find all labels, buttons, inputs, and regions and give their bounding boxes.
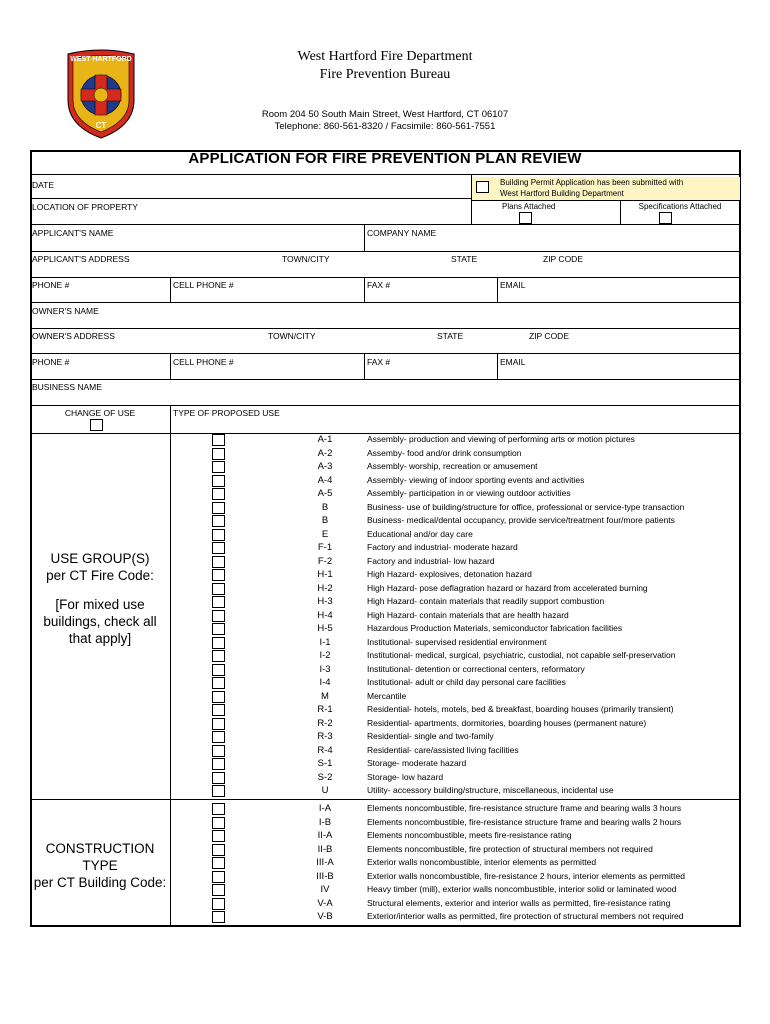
construction-type-description: Elements noncombustible, fire-resistance structure frame and bearing walls 2 hours: [367, 816, 682, 827]
use-group-description: High Hazard- pose deflagration hazard or hazard from accelerated burning: [367, 582, 648, 593]
construction-type-description: Elements noncombustible, fire-resistance structure frame and bearing walls 3 hours: [367, 803, 682, 813]
construction-type-code: III-A: [316, 857, 334, 868]
use-group-description: Assembly- production and viewing of performing arts or motion pictures: [367, 434, 635, 444]
change-of-use-checkbox[interactable]: [90, 419, 103, 431]
construction-type-code: V-B: [317, 911, 333, 922]
use-group-description: Business- medical/dental occupancy, provide service/treatment four/more patients: [367, 515, 675, 525]
applicant-address-label: APPLICANT'S ADDRESS: [32, 254, 130, 264]
use-group-description: Factory and industrial- moderate hazard: [367, 542, 518, 552]
use-group-checkbox[interactable]: [212, 758, 225, 770]
use-group-description: Assembly- participation in or viewing outdoor activities: [367, 488, 571, 498]
use-group-checkbox[interactable]: [212, 718, 225, 730]
construction-type-checkbox[interactable]: [212, 803, 225, 815]
use-group-description: Assembly- worship, recreation or amusement: [367, 461, 538, 471]
use-group-description: Institutional- detention or correctional centers, reformatory: [367, 663, 585, 674]
owner-name-label: OWNER'S NAME: [32, 306, 99, 316]
use-group-code: A-1: [317, 434, 333, 445]
use-group-checkbox[interactable]: [212, 583, 225, 595]
use-group-description: Institutional- adult or child day personal care facilities: [367, 677, 566, 687]
owner-state-label: STATE: [437, 331, 464, 341]
plans-attached-label: Plans Attached: [502, 202, 556, 211]
use-group-heading: USE GROUP(S) per CT Fire Code:: [46, 551, 154, 583]
use-group-code: I-1: [319, 636, 331, 648]
use-group-description: Residential- care/assisted living facilities: [367, 744, 519, 755]
construction-type-checkbox[interactable]: [212, 857, 225, 869]
owner-email-label: EMAIL: [500, 357, 526, 367]
date-label: DATE: [32, 180, 55, 190]
department-name: West Hartford Fire Department: [297, 49, 473, 64]
use-group-code: B: [321, 515, 329, 526]
use-group-code: R-3: [317, 731, 333, 742]
use-group-description: High Hazard- contain materials that readily support combustion: [367, 596, 605, 606]
use-group-code: S-1: [317, 758, 333, 769]
use-group-checkbox[interactable]: [212, 569, 225, 581]
use-group-code: R-1: [317, 704, 333, 715]
use-group-code: M: [321, 690, 329, 702]
use-group-code: A-4: [317, 474, 333, 486]
use-group-code: H-5: [317, 623, 333, 634]
construction-type-code: V-A: [317, 897, 333, 909]
construction-type-description: Exterior walls noncombustible, interior elements as permitted: [367, 857, 597, 867]
applicant-cell-label: CELL PHONE #: [173, 280, 234, 290]
construction-type-description: Exterior walls noncombustible, fire-resistance 2 hours, interior elements as permitted: [367, 870, 685, 881]
use-group-checkbox[interactable]: [212, 596, 225, 608]
construction-type-code: IV: [320, 884, 330, 895]
use-group-description: Mercantile: [367, 690, 407, 701]
specifications-attached-checkbox[interactable]: [659, 212, 672, 224]
use-group-code: U: [321, 785, 329, 796]
use-group-description: Hazardous Production Materials, semiconductor fabrication facilities: [367, 623, 623, 633]
use-group-checkbox[interactable]: [212, 542, 225, 554]
use-group-code: S-2: [317, 771, 333, 783]
construction-type-description: Heavy timber (mill), exterior walls noncombustible, interior solid or laminated wood: [367, 884, 677, 894]
use-group-checkbox[interactable]: [212, 691, 225, 703]
construction-type-checkbox[interactable]: [212, 844, 225, 856]
use-group-checkbox[interactable]: [212, 488, 225, 500]
phone-line: Telephone: 860-561-8320 / Facsimile: 860-561-7551: [274, 121, 496, 132]
use-group-code: I-3: [319, 663, 331, 675]
construction-type-description: Structural elements, exterior and interior walls as permitted, fire-resistance rating: [367, 897, 671, 908]
use-group-code: H-2: [317, 582, 333, 594]
use-group-description: Utility- accessory building/structure, miscellaneous, incidental use: [367, 785, 614, 795]
form-title: APPLICATION FOR FIRE PREVENTION PLAN REVIEW: [188, 150, 582, 167]
use-group-description: Residential- single and two-family: [367, 731, 494, 741]
use-group-code: H-3: [317, 596, 333, 607]
permit-notice-line2: West Hartford Building Department: [500, 189, 624, 198]
applicant-name-label: APPLICANT'S NAME: [32, 228, 114, 238]
owner-zip-label: ZIP CODE: [529, 331, 569, 341]
use-group-checkbox[interactable]: [212, 664, 225, 676]
use-group-checkbox[interactable]: [212, 529, 225, 541]
construction-type-code: I-A: [318, 803, 332, 814]
use-group-checkbox[interactable]: [212, 704, 225, 716]
construction-type-checkbox[interactable]: [212, 830, 225, 842]
use-group-checkbox[interactable]: [212, 772, 225, 784]
use-group-description: Institutional- supervised residential environment: [367, 636, 547, 647]
use-group-checkbox[interactable]: [212, 745, 225, 757]
use-group-code: I-4: [319, 677, 331, 688]
business-name-label: BUSINESS NAME: [32, 382, 102, 392]
use-group-checkbox[interactable]: [212, 610, 225, 622]
use-group-code: R-2: [317, 717, 333, 729]
applicant-zip-label: ZIP CODE: [543, 254, 583, 264]
use-group-checkbox[interactable]: [212, 731, 225, 743]
fire-department-logo: [62, 48, 140, 140]
use-group-checkbox[interactable]: [212, 434, 225, 446]
use-group-checkbox[interactable]: [212, 502, 225, 514]
use-group-checkbox[interactable]: [212, 677, 225, 689]
use-group-description: Assemby- food and/or drink consumption: [367, 447, 522, 458]
owner-cell-label: CELL PHONE #: [173, 357, 234, 367]
construction-type-heading: CONSTRUCTION TYPE per CT Building Code:: [33, 841, 167, 890]
use-group-code: A-2: [317, 447, 333, 459]
construction-type-code: I-B: [318, 816, 332, 828]
logo-bottom-text: CT: [95, 121, 107, 130]
construction-type-code: II-A: [317, 830, 333, 841]
use-group-description: Storage- moderate hazard: [367, 758, 467, 768]
owner-town-label: TOWN/CITY: [268, 331, 316, 341]
applicant-phone-label: PHONE #: [32, 280, 70, 290]
use-group-code: H-4: [317, 609, 333, 621]
use-group-checkbox[interactable]: [212, 637, 225, 649]
use-group-description: Storage- low hazard: [367, 771, 444, 782]
use-group-checkbox[interactable]: [212, 475, 225, 487]
use-group-checkbox[interactable]: [212, 515, 225, 527]
specifications-attached-label: Specifications Attached: [638, 202, 722, 211]
use-group-description: Institutional- medical, surgical, psychiatric, custodial, not capable self-preservation: [367, 650, 676, 660]
use-group-code: I-2: [319, 650, 331, 661]
owner-address-label: OWNER'S ADDRESS: [32, 331, 115, 341]
use-group-code: F-1: [317, 542, 333, 553]
location-label: LOCATION OF PROPERTY: [32, 202, 138, 212]
address-line: Room 204 50 South Main Street, West Hartford, CT 06107: [261, 109, 509, 120]
construction-type-code: III-B: [316, 870, 334, 882]
construction-type-checkbox[interactable]: [212, 911, 225, 923]
use-group-checkbox[interactable]: [212, 448, 225, 460]
logo-top-text: WEST HARTFORD: [70, 56, 132, 63]
permit-notice-line1: Building Permit Application has been submitted with: [500, 178, 684, 187]
owner-phone-label: PHONE #: [32, 357, 70, 367]
use-group-checkbox[interactable]: [212, 650, 225, 662]
use-group-code: F-2: [317, 555, 333, 567]
construction-type-description: Elements noncombustible, fire protection of structural members not required: [367, 843, 653, 854]
owner-fax-label: FAX #: [367, 357, 391, 367]
permit-submitted-checkbox[interactable]: [476, 181, 489, 193]
applicant-fax-label: FAX #: [367, 280, 391, 290]
use-group-description: High Hazard- explosives, detonation hazard: [367, 569, 532, 579]
construction-type-description: Exterior/interior walls as permitted, fire protection of structural members not required: [367, 911, 684, 921]
applicant-state-label: STATE: [451, 254, 478, 264]
construction-type-checkbox[interactable]: [212, 884, 225, 896]
use-group-description: Business- use of building/structure for office, professional or service-type transaction: [367, 501, 685, 512]
company-name-label: COMPANY NAME: [367, 228, 437, 238]
use-group-checkbox[interactable]: [212, 556, 225, 568]
use-group-code: H-1: [317, 569, 333, 580]
use-group-code: B: [321, 501, 329, 513]
applicant-town-label: TOWN/CITY: [282, 254, 330, 264]
use-group-checkbox[interactable]: [212, 461, 225, 473]
applicant-email-label: EMAIL: [500, 280, 526, 290]
use-group-code: E: [321, 528, 329, 540]
use-group-checkbox[interactable]: [212, 623, 225, 635]
use-group-description: Residential- hotels, motels, bed & breakfast, boarding houses (primarily transient): [367, 704, 674, 714]
construction-type-checkbox[interactable]: [212, 871, 225, 883]
use-group-checkbox[interactable]: [212, 785, 225, 797]
use-group-code: A-5: [317, 488, 333, 499]
use-group-code: R-4: [317, 744, 333, 756]
change-of-use-label: CHANGE OF USE: [64, 408, 136, 418]
use-group-code: A-3: [317, 461, 333, 472]
plans-attached-checkbox[interactable]: [519, 212, 532, 224]
construction-type-checkbox[interactable]: [212, 817, 225, 829]
proposed-use-label: TYPE OF PROPOSED USE: [173, 408, 280, 418]
construction-type-description: Elements noncombustible, meets fire-resistance rating: [367, 830, 572, 840]
construction-type-code: II-B: [317, 843, 333, 855]
bureau-name: Fire Prevention Bureau: [319, 67, 451, 82]
use-group-description: Educational and/or day care: [367, 528, 473, 539]
use-group-description: Assembly- viewing of indoor sporting events and activities: [367, 474, 585, 485]
use-group-description: Factory and industrial- low hazard: [367, 555, 495, 566]
construction-type-checkbox[interactable]: [212, 898, 225, 910]
use-group-note: [For mixed use buildings, check all that apply]: [43, 597, 157, 646]
use-group-description: Residential- apartments, dormitories, boarding houses (permanent nature): [367, 717, 647, 728]
use-group-description: High Hazard- contain materials that are health hazard: [367, 609, 569, 620]
